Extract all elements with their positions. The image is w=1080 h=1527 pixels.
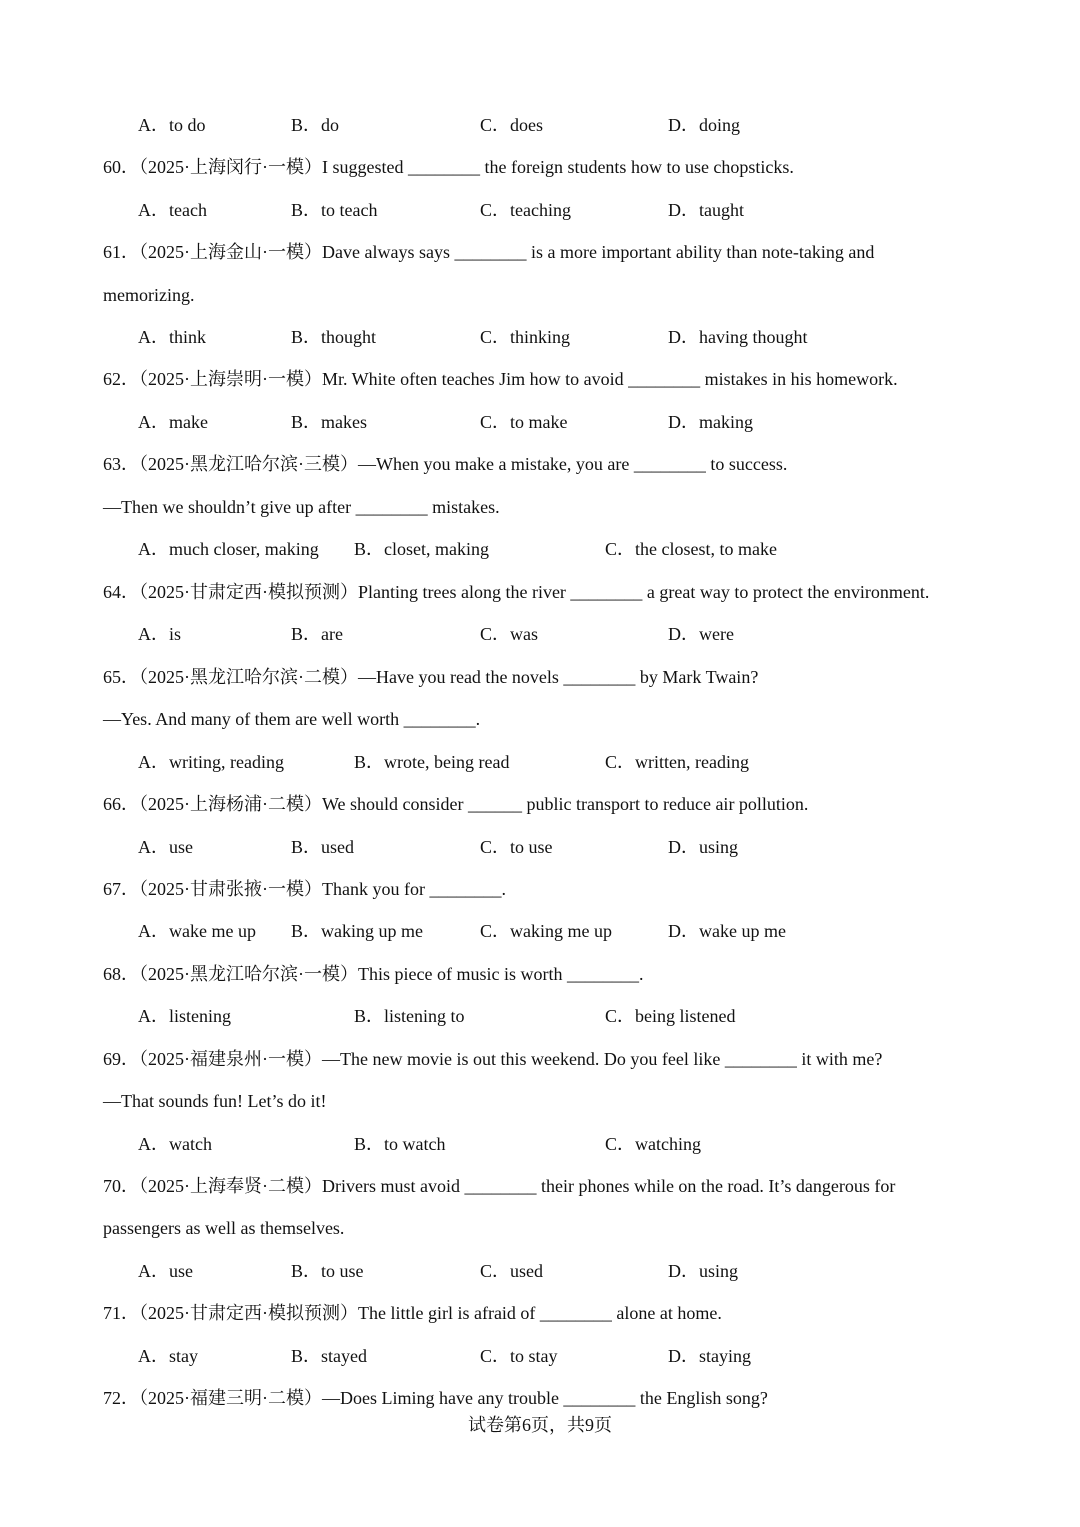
- question-67-stem: 67．（2025·甘肃张掖·一模）Thank you for ________.: [103, 879, 506, 899]
- option-d: D．using: [668, 837, 739, 857]
- option-a: A．wake me up: [138, 921, 256, 941]
- option-a: A．use: [138, 1261, 193, 1281]
- option-b: B．to use: [291, 1261, 364, 1281]
- option-d: D．using: [668, 1261, 739, 1281]
- question-61-stem-cont: memorizing.: [103, 285, 195, 305]
- option-b: B．makes: [291, 412, 367, 432]
- question-71-stem: 71．（2025·甘肃定西·模拟预测）The little girl is afraid of ________ alone at home.: [103, 1303, 722, 1323]
- option-d: D．staying: [668, 1346, 751, 1366]
- option-b: B．closet, making: [354, 539, 489, 559]
- question-65-stem-cont: —Yes. And many of them are well worth ________.: [103, 709, 481, 729]
- option-d: D．were: [668, 624, 734, 644]
- option-c: C．does: [480, 115, 543, 135]
- question-69-stem-cont: —That sounds fun! Let’s do it!: [103, 1091, 327, 1111]
- question-63-stem: 63．（2025·黑龙江哈尔滨·三模）—When you make a mistake, you are ________ to success.: [103, 454, 788, 474]
- option-c: C．watching: [605, 1134, 701, 1154]
- option-d: D．taught: [668, 200, 744, 220]
- option-b: B．listening to: [354, 1006, 465, 1026]
- option-b: B．to teach: [291, 200, 378, 220]
- option-a: A．watch: [138, 1134, 212, 1154]
- option-a: A．listening: [138, 1006, 231, 1026]
- question-68-stem: 68．（2025·黑龙江哈尔滨·一模）This piece of music is worth ________.: [103, 964, 644, 984]
- option-d: D．having thought: [668, 327, 808, 347]
- question-69-stem: 69．（2025·福建泉州·一模）—The new movie is out this weekend. Do you feel like ________ it with me?: [103, 1049, 883, 1069]
- option-b: B．do: [291, 115, 340, 135]
- option-b: B．used: [291, 837, 354, 857]
- option-c: C．the closest, to make: [605, 539, 777, 559]
- option-a: A．teach: [138, 200, 207, 220]
- option-a: A．is: [138, 624, 182, 644]
- question-70-stem: 70．（2025·上海奉贤·二模）Drivers must avoid ________ their phones while on the road. It’s dangerous for: [103, 1176, 896, 1196]
- option-c: C．teaching: [480, 200, 571, 220]
- question-64-stem: 64．（2025·甘肃定西·模拟预测）Planting trees along the river ________ a great way to protect the environment.: [103, 582, 930, 602]
- question-70-stem-cont: passengers as well as themselves.: [103, 1218, 345, 1238]
- option-c: C．was: [480, 624, 538, 644]
- option-b: B．are: [291, 624, 343, 644]
- option-a: A．to do: [138, 115, 206, 135]
- option-d: D．wake up me: [668, 921, 786, 941]
- page-footer: 试卷第6页，共9页: [468, 1415, 612, 1435]
- option-b: B．thought: [291, 327, 377, 347]
- option-c: C．to use: [480, 837, 553, 857]
- option-c: C．waking me up: [480, 921, 612, 941]
- question-65-stem: 65．（2025·黑龙江哈尔滨·二模）—Have you read the novels ________ by Mark Twain?: [103, 667, 759, 687]
- question-66-stem: 66．（2025·上海杨浦·二模）We should consider ______ public transport to reduce air pollution.: [103, 794, 809, 814]
- question-62-stem: 62．（2025·上海崇明·一模）Mr. White often teaches Jim how to avoid ________ mistakes in his homework.: [103, 369, 898, 389]
- option-a: A．use: [138, 837, 193, 857]
- question-60-stem: 60．（2025·上海闵行·一模）I suggested ________ the foreign students how to use chopsticks.: [103, 157, 794, 177]
- option-a: A．much closer, making: [138, 539, 319, 559]
- option-d: D．making: [668, 412, 753, 432]
- option-c: C．to make: [480, 412, 568, 432]
- option-a: A．think: [138, 327, 207, 347]
- option-a: A．writing, reading: [138, 752, 284, 772]
- question-61-stem: 61．（2025·上海金山·一模）Dave always says ________ is a more important ability than note-taking and: [103, 242, 875, 262]
- option-b: B．stayed: [291, 1346, 367, 1366]
- option-d: D．doing: [668, 115, 740, 135]
- option-b: B．wrote, being read: [354, 752, 510, 772]
- option-c: C．thinking: [480, 327, 571, 347]
- option-c: C．to stay: [480, 1346, 558, 1366]
- option-b: B．waking up me: [291, 921, 423, 941]
- option-a: A．stay: [138, 1346, 198, 1366]
- option-b: B．to watch: [354, 1134, 446, 1154]
- option-c: C．being listened: [605, 1006, 736, 1026]
- question-63-stem-cont: —Then we shouldn’t give up after ________ mistakes.: [103, 497, 500, 517]
- option-c: C．written, reading: [605, 752, 749, 772]
- question-72-stem: 72．（2025·福建三明·二模）—Does Liming have any trouble ________ the English song?: [103, 1388, 768, 1408]
- option-a: A．make: [138, 412, 208, 432]
- option-c: C．used: [480, 1261, 543, 1281]
